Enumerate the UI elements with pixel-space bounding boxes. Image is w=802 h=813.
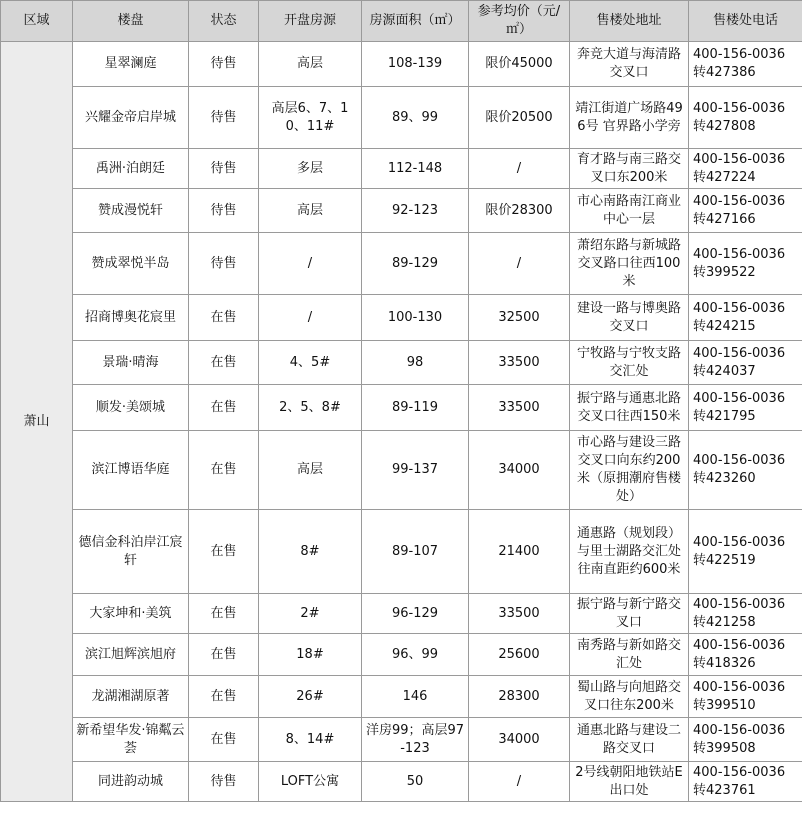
avg-price-cell: 限价45000 — [469, 42, 570, 87]
property-name-cell: 兴耀金帝启岸城 — [73, 87, 189, 149]
status-cell: 待售 — [189, 42, 259, 87]
table-row — [1, 233, 802, 295]
status-cell: 在售 — [189, 341, 259, 385]
sales-address-cell: 蜀山路与向旭路交叉口往东200米 — [570, 676, 689, 718]
property-name-cell: 同进韵动城 — [73, 762, 189, 802]
property-name-cell: 赞成漫悦轩 — [73, 189, 189, 233]
table-row — [1, 634, 802, 676]
table-row — [1, 431, 802, 510]
avg-price-cell: 25600 — [469, 634, 570, 676]
avg-price-cell: 28300 — [469, 676, 570, 718]
status-cell: 待售 — [189, 87, 259, 149]
sales-address-cell: 宁牧路与宁牧支路交汇处 — [570, 341, 689, 385]
unit-area-cell: 96-129 — [362, 594, 469, 634]
sales-address-cell: 萧绍东路与新城路交叉路口往西100米 — [570, 233, 689, 295]
sales-phone-cell: 400-156-0036 转418326 — [689, 634, 802, 676]
table-row — [1, 189, 802, 233]
avg-price-cell: 34000 — [469, 431, 570, 510]
open-units-cell: 8、14# — [259, 718, 362, 762]
unit-area-cell: 108-139 — [362, 42, 469, 87]
avg-price-cell: 34000 — [469, 718, 570, 762]
sales-phone-cell: 400-156-0036 转427166 — [689, 189, 802, 233]
unit-area-cell: 96、99 — [362, 634, 469, 676]
avg-price-cell: / — [469, 233, 570, 295]
header-district: 区域 — [1, 1, 73, 42]
unit-area-cell: 99-137 — [362, 431, 469, 510]
unit-area-cell: 89、99 — [362, 87, 469, 149]
property-name-cell: 滨江旭辉滨旭府 — [73, 634, 189, 676]
sales-phone-cell: 400-156-0036 转421258 — [689, 594, 802, 634]
header-row — [1, 1, 802, 42]
sales-phone-cell: 400-156-0036 转399508 — [689, 718, 802, 762]
property-name-cell: 禹洲·泊朗廷 — [73, 149, 189, 189]
header-price: 参考均价（元/㎡） — [469, 1, 570, 42]
status-cell: 待售 — [189, 189, 259, 233]
open-units-cell: / — [259, 295, 362, 341]
unit-area-cell: 89-129 — [362, 233, 469, 295]
table-row — [1, 762, 802, 802]
header-property: 楼盘 — [73, 1, 189, 42]
property-name-cell: 景瑞·晴海 — [73, 341, 189, 385]
sales-address-cell: 通惠路（规划段）与里士湖路交汇处往南直距约600米 — [570, 510, 689, 594]
table-row — [1, 341, 802, 385]
open-units-cell: 高层6、7、10、11# — [259, 87, 362, 149]
avg-price-cell: 33500 — [469, 594, 570, 634]
open-units-cell: / — [259, 233, 362, 295]
table-row — [1, 87, 802, 149]
unit-area-cell: 112-148 — [362, 149, 469, 189]
property-name-cell: 顺发·美颂城 — [73, 385, 189, 431]
sales-address-cell: 振宁路与通惠北路交叉口往西150米 — [570, 385, 689, 431]
sales-phone-cell: 400-156-0036 转423260 — [689, 431, 802, 510]
sales-phone-cell: 400-156-0036 转423761 — [689, 762, 802, 802]
status-cell: 待售 — [189, 233, 259, 295]
status-cell: 在售 — [189, 295, 259, 341]
table-row — [1, 42, 802, 87]
avg-price-cell: 32500 — [469, 295, 570, 341]
property-name-cell: 龙湖湘湖原著 — [73, 676, 189, 718]
open-units-cell: 2、5、8# — [259, 385, 362, 431]
sales-phone-cell: 400-156-0036 转427808 — [689, 87, 802, 149]
sales-phone-cell: 400-156-0036 转421795 — [689, 385, 802, 431]
status-cell: 待售 — [189, 149, 259, 189]
sales-phone-cell: 400-156-0036 转427224 — [689, 149, 802, 189]
status-cell: 在售 — [189, 634, 259, 676]
sales-address-cell: 2号线朝阳地铁站E出口处 — [570, 762, 689, 802]
status-cell: 在售 — [189, 718, 259, 762]
property-name-cell: 星翠澜庭 — [73, 42, 189, 87]
avg-price-cell: / — [469, 762, 570, 802]
avg-price-cell: / — [469, 149, 570, 189]
open-units-cell: 高层 — [259, 431, 362, 510]
sales-phone-cell: 400-156-0036 转399522 — [689, 233, 802, 295]
sales-address-cell: 建设一路与博奥路交叉口 — [570, 295, 689, 341]
open-units-cell: 多层 — [259, 149, 362, 189]
header-units: 开盘房源 — [259, 1, 362, 42]
open-units-cell: 4、5# — [259, 341, 362, 385]
district-cell: 萧山 — [1, 42, 73, 802]
status-cell: 在售 — [189, 594, 259, 634]
sales-address-cell: 奔竞大道与海清路交叉口 — [570, 42, 689, 87]
table-row — [1, 510, 802, 594]
unit-area-cell: 100-130 — [362, 295, 469, 341]
status-cell: 在售 — [189, 431, 259, 510]
property-name-cell: 赞成翠悦半岛 — [73, 233, 189, 295]
sales-phone-cell: 400-156-0036 转399510 — [689, 676, 802, 718]
unit-area-cell: 89-119 — [362, 385, 469, 431]
open-units-cell: 8# — [259, 510, 362, 594]
table-row — [1, 385, 802, 431]
unit-area-cell: 98 — [362, 341, 469, 385]
unit-area-cell: 50 — [362, 762, 469, 802]
avg-price-cell: 33500 — [469, 341, 570, 385]
status-cell: 在售 — [189, 510, 259, 594]
avg-price-cell: 33500 — [469, 385, 570, 431]
open-units-cell: LOFT公寓 — [259, 762, 362, 802]
sales-address-cell: 育才路与南三路交叉口东200米 — [570, 149, 689, 189]
property-name-cell: 滨江博语华庭 — [73, 431, 189, 510]
status-cell: 待售 — [189, 762, 259, 802]
table-row — [1, 295, 802, 341]
sales-phone-cell: 400-156-0036 转424215 — [689, 295, 802, 341]
header-status: 状态 — [189, 1, 259, 42]
table-row — [1, 676, 802, 718]
sales-address-cell: 市心路与建设三路交叉口向东约200米（原拥潮府售楼处） — [570, 431, 689, 510]
open-units-cell: 26# — [259, 676, 362, 718]
sales-address-cell: 振宁路与新宁路交叉口 — [570, 594, 689, 634]
sales-phone-cell: 400-156-0036 转424037 — [689, 341, 802, 385]
avg-price-cell: 限价28300 — [469, 189, 570, 233]
status-cell: 在售 — [189, 676, 259, 718]
open-units-cell: 高层 — [259, 42, 362, 87]
unit-area-cell: 92-123 — [362, 189, 469, 233]
property-name-cell: 德信金科泊岸江宸轩 — [73, 510, 189, 594]
header-area: 房源面积（㎡） — [362, 1, 469, 42]
open-units-cell: 2# — [259, 594, 362, 634]
avg-price-cell: 21400 — [469, 510, 570, 594]
sales-address-cell: 通惠北路与建设二路交叉口 — [570, 718, 689, 762]
open-units-cell: 18# — [259, 634, 362, 676]
unit-area-cell: 146 — [362, 676, 469, 718]
status-cell: 在售 — [189, 385, 259, 431]
property-name-cell: 大家坤和·美筑 — [73, 594, 189, 634]
property-name-cell: 新希望华发·锦粼云荟 — [73, 718, 189, 762]
sales-address-cell: 市心南路南江商业中心一层 — [570, 189, 689, 233]
table-row — [1, 149, 802, 189]
unit-area-cell: 洋房99；高层97-123 — [362, 718, 469, 762]
sales-address-cell: 南秀路与新如路交汇处 — [570, 634, 689, 676]
property-name-cell: 招商博奥花宸里 — [73, 295, 189, 341]
sales-address-cell: 靖江街道广场路496号 官界路小学旁 — [570, 87, 689, 149]
open-units-cell: 高层 — [259, 189, 362, 233]
table-row — [1, 718, 802, 762]
header-address: 售楼处地址 — [570, 1, 689, 42]
avg-price-cell: 限价20500 — [469, 87, 570, 149]
unit-area-cell: 89-107 — [362, 510, 469, 594]
header-phone: 售楼处电话 — [689, 1, 802, 42]
table-row — [1, 594, 802, 634]
sales-phone-cell: 400-156-0036 转422519 — [689, 510, 802, 594]
sales-phone-cell: 400-156-0036 转427386 — [689, 42, 802, 87]
